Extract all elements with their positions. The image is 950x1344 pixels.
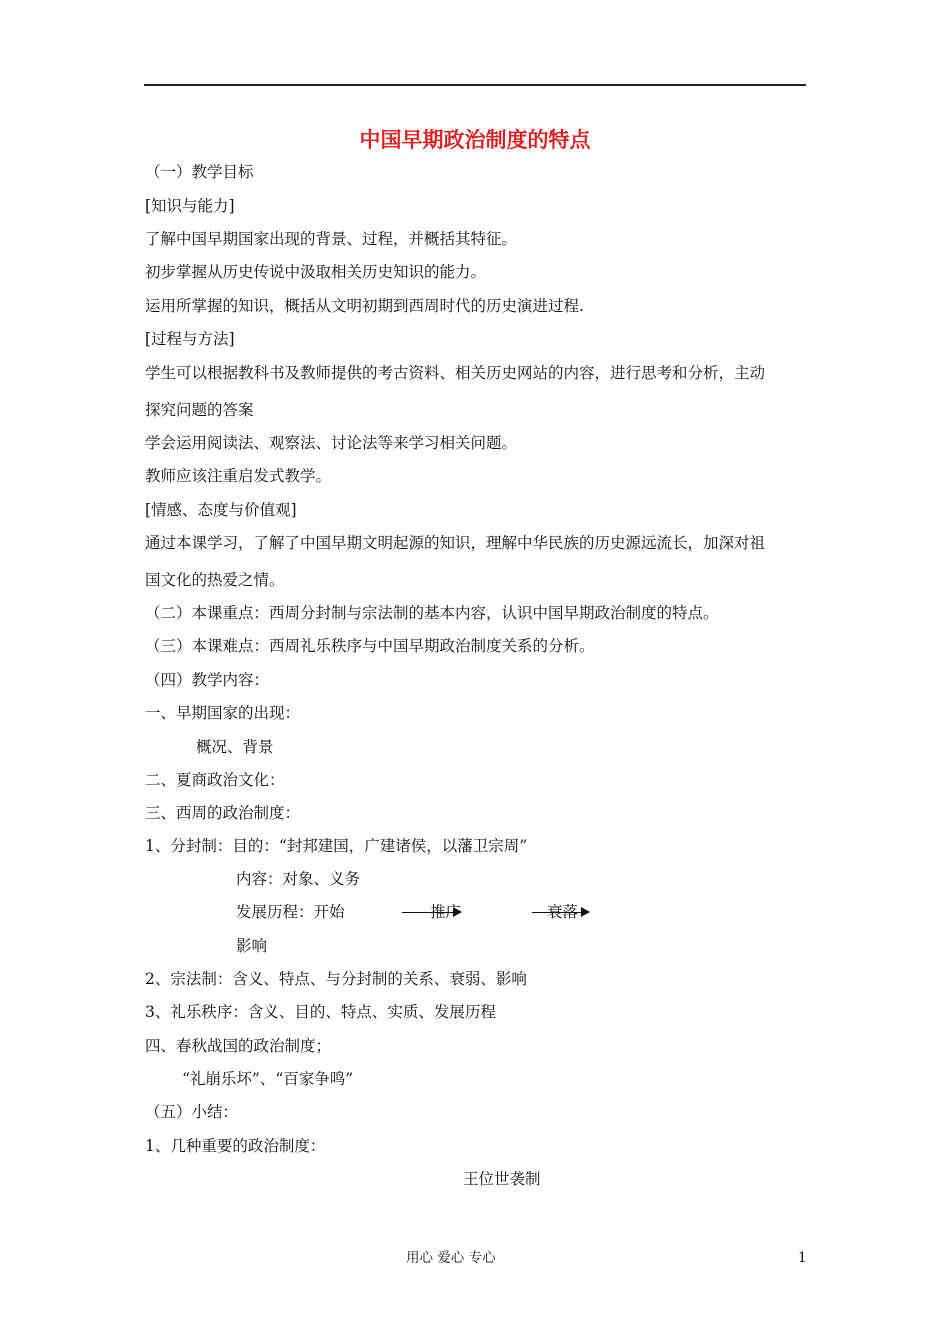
text-line: 3、礼乐秩序：含义、目的、特点、实质、发展历程 — [145, 1003, 496, 1021]
text-line: 四、春秋战国的政治制度； — [145, 1037, 332, 1055]
text-line: 发展历程：开始 — [236, 903, 345, 921]
text-line: “礼崩乐坏”、“百家争鸣” — [182, 1070, 354, 1088]
text-line: 三、西周的政治制度： — [145, 804, 301, 822]
text-line: （四）教学内容： — [145, 671, 270, 689]
text-line: 内容：对象、义务 — [236, 870, 361, 888]
flow-step-2: 推广 — [430, 903, 462, 921]
flow-step-3: 衰落 — [547, 903, 579, 921]
header-rule — [144, 84, 806, 86]
text-line: 运用所掌握的知识，概括从文明初期到西周时代的历史演进过程. — [145, 297, 584, 315]
text-line: （二）本课重点：西周分封制与宗法制的基本内容，认识中国早期政治制度的特点。 — [145, 604, 719, 622]
page-number: 1 — [798, 1250, 807, 1266]
text-line: （三）本课难点：西周礼乐秩序与中国早期政治制度关系的分析。 — [145, 637, 595, 655]
text-line: 了解中国早期国家出现的背景、过程，并概括其特征。 — [145, 230, 518, 248]
text-line: 概况、背景 — [196, 738, 274, 756]
text-line: [情感、态度与价值观] — [145, 501, 297, 519]
page-title: 中国早期政治制度的特点 — [359, 128, 591, 152]
text-line: 1、分封制：目的：“封邦建国，广建诸侯，以藩卫宗周” — [145, 837, 528, 855]
text-line: 通过本课学习，了解了中国早期文明起源的知识，理解中华民族的历史源远流长，加深对祖 — [145, 534, 766, 552]
text-line: 王位世袭制 — [463, 1170, 541, 1188]
text-line: 国文化的热爱之情。 — [145, 571, 285, 589]
text-line: 初步掌握从历史传说中汲取相关历史知识的能力。 — [145, 263, 487, 281]
footer-motto: 用心 爱心 专心 — [406, 1250, 496, 1266]
text-line: 1、几种重要的政治制度： — [145, 1137, 326, 1155]
text-line: （五）小结： — [145, 1103, 239, 1121]
text-line: （一）教学目标 — [145, 163, 254, 181]
text-line: 2、宗法制：含义、特点、与分封制的关系、衰弱、影响 — [145, 970, 527, 988]
arrow-head-icon — [453, 907, 462, 917]
text-line: 二、夏商政治文化： — [145, 771, 285, 789]
text-line: [过程与方法] — [145, 330, 235, 348]
arrow-head-icon — [581, 907, 590, 917]
arrow-line — [402, 912, 453, 913]
text-line: 学会运用阅读法、观察法、讨论法等来学习相关问题。 — [145, 434, 518, 452]
text-line: 学生可以根据教科书及教师提供的考古资料、相关历史网站的内容，进行思考和分析，主动 — [145, 364, 766, 382]
text-line: 探究问题的答案 — [145, 401, 254, 419]
arrow-line — [532, 912, 581, 913]
text-line: 教师应该注重启发式教学。 — [145, 467, 332, 485]
text-line: [知识与能力] — [145, 197, 235, 215]
text-line: 影响 — [236, 937, 268, 955]
text-line: 一、早期国家的出现： — [145, 704, 301, 722]
